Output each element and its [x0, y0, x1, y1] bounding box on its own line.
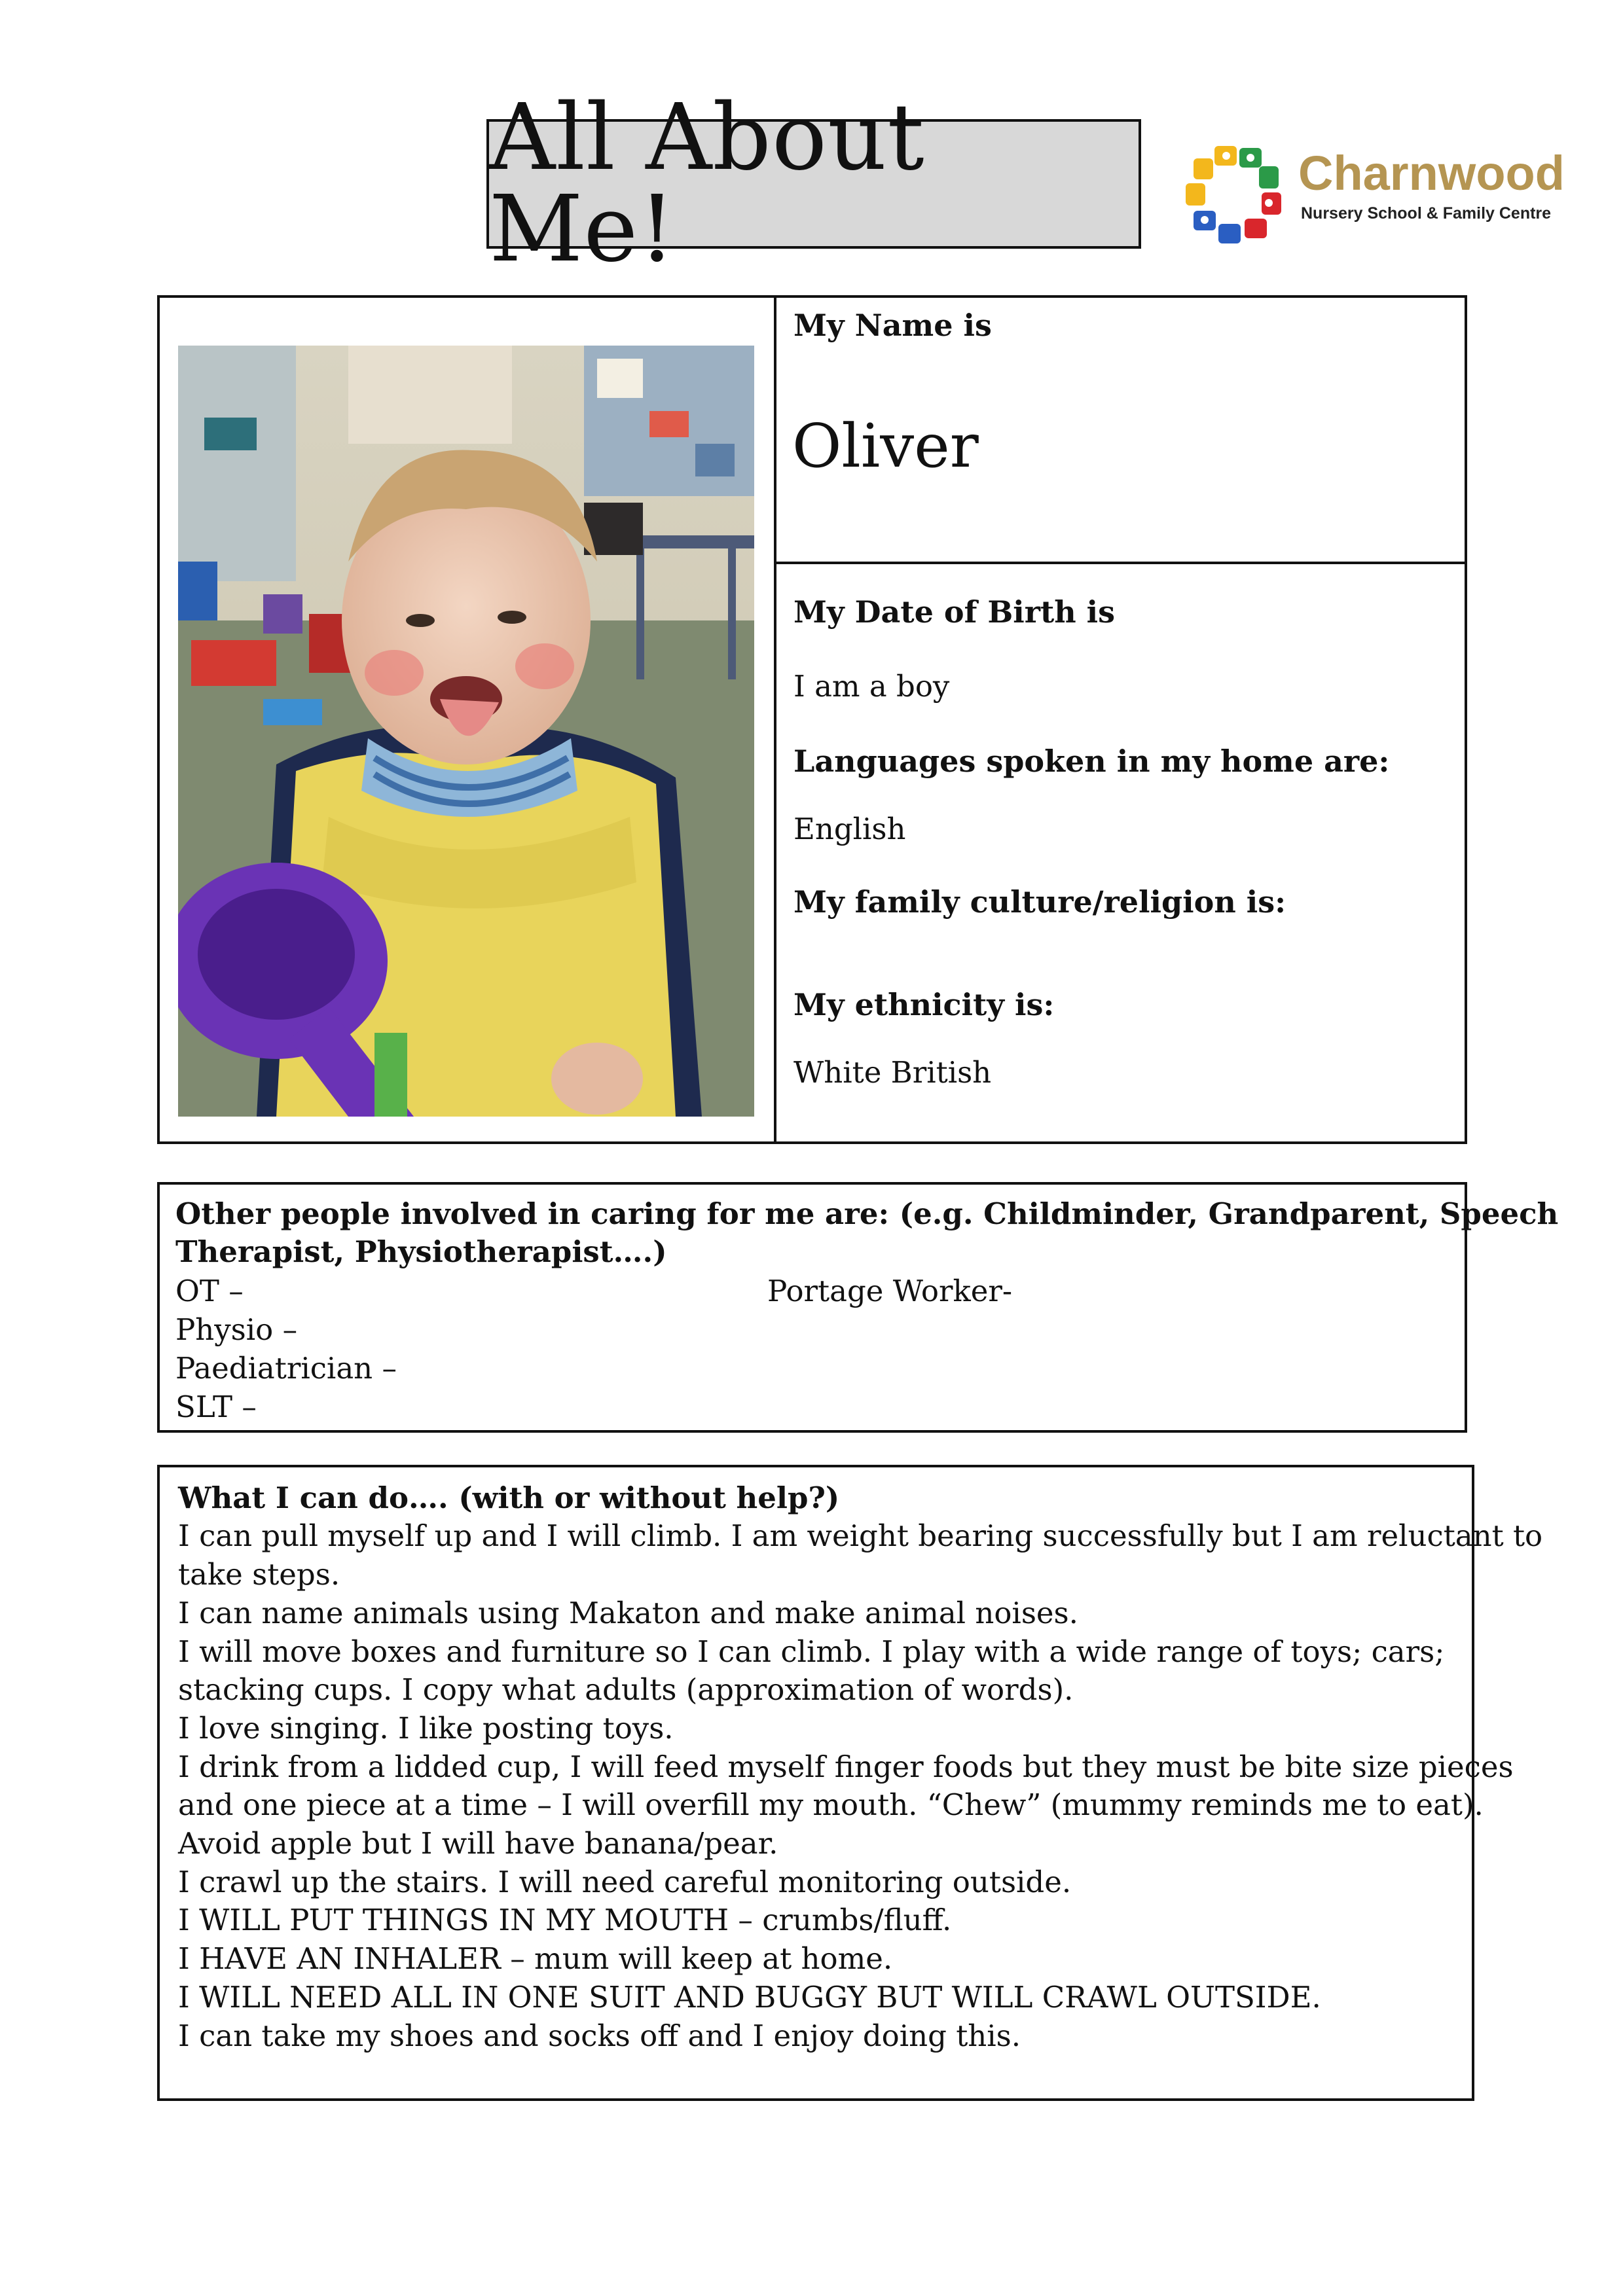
logo-subtitle: Nursery School & Family Centre: [1301, 204, 1552, 223]
carer-slt: SLT –: [175, 1390, 257, 1424]
carers-heading-line1: Other people involved in caring for me are: (e.g. Childminder, Grandparent, Speech: [175, 1196, 1559, 1231]
child-photo: [178, 346, 754, 1117]
carer-portage-worker: Portage Worker-: [767, 1274, 1013, 1308]
child-photo-illustration: [178, 346, 754, 1117]
page-title: All About Me!: [489, 84, 925, 283]
abilities-line: take steps.: [178, 1557, 340, 1592]
abilities-line: I can name animals using Makaton and make animal noises.: [178, 1596, 1078, 1630]
abilities-line: I WILL PUT THINGS IN MY MOUTH – crumbs/fluff.: [178, 1903, 952, 1937]
carer-paediatrician: Paediatrician –: [175, 1351, 397, 1386]
ethnicity-label: My ethnicity is:: [793, 987, 1055, 1022]
charnwood-logo: [1182, 143, 1568, 247]
gender-text: I am a boy: [793, 669, 950, 704]
name-label: My Name is: [793, 308, 992, 343]
abilities-line: stacking cups. I copy what adults (approximation of words).: [178, 1672, 1074, 1707]
table-divider-horizontal: [774, 562, 1467, 564]
carer-physio: Physio –: [175, 1312, 298, 1347]
name-value: Oliver: [792, 411, 979, 481]
page-title-box: [486, 84, 1141, 283]
abilities-line: I can take my shoes and socks off and I enjoy doing this.: [178, 2018, 1021, 2053]
dob-label: My Date of Birth is: [793, 594, 1116, 630]
languages-value: English: [793, 812, 906, 846]
carers-heading-line2: Therapist, Physiotherapist….): [175, 1234, 667, 1269]
abilities-line: I WILL NEED ALL IN ONE SUIT AND BUGGY BUT WILL CRAWL OUTSIDE.: [178, 1980, 1321, 2015]
table-divider-vertical: [774, 295, 776, 1144]
languages-label: Languages spoken in my home are:: [793, 744, 1390, 779]
abilities-line: I love singing. I like posting toys.: [178, 1711, 674, 1746]
abilities-line: Avoid apple but I will have banana/pear.: [178, 1826, 778, 1861]
puzzle-ring-icon: [1182, 143, 1286, 247]
abilities-line: I drink from a lidded cup, I will feed myself finger foods but they must be bite size pieces: [178, 1749, 1514, 1784]
abilities-heading: What I can do…. (with or without help?): [178, 1480, 840, 1515]
culture-label: My family culture/religion is:: [793, 884, 1286, 920]
abilities-line: I can pull myself up and I will climb. I am weight bearing successfully but I am reluctant to: [178, 1518, 1543, 1553]
abilities-line: I crawl up the stairs. I will need careful monitoring outside.: [178, 1865, 1072, 1899]
abilities-line: and one piece at a time – I will overfill my mouth. “Chew” (mummy reminds me to eat).: [178, 1787, 1484, 1822]
logo-name: Charnwood: [1298, 146, 1565, 200]
ethnicity-value: White British: [793, 1055, 992, 1090]
abilities-line: I HAVE AN INHALER – mum will keep at home.: [178, 1941, 893, 1976]
abilities-line: I will move boxes and furniture so I can climb. I play with a wide range of toys; cars;: [178, 1634, 1445, 1669]
carer-ot: OT –: [175, 1274, 244, 1308]
